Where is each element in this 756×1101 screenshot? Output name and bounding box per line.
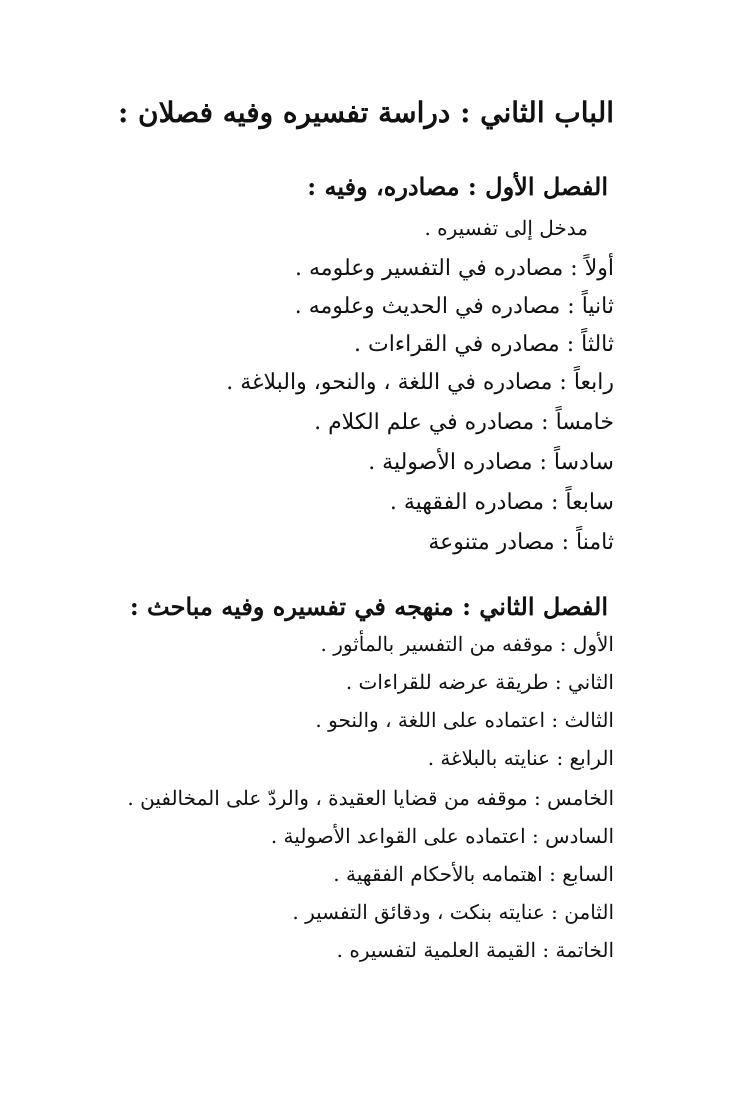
chapter1-item: خامساً : مصادره في علم الكلام . xyxy=(314,410,614,435)
chapter2-item: السادس : اعتماده على القواعد الأصولية . xyxy=(270,824,614,848)
chapter1-item: ثالثاً : مصادره في القراءات . xyxy=(354,332,614,357)
chapter2-item: الثامن : عنايته بنكت ، ودقائق التفسير . xyxy=(292,900,614,924)
chapter2-item: السابع : اهتمامه بالأحكام الفقهية . xyxy=(333,862,614,886)
chapter2-title: الفصل الثاني : منهجه في تفسيره وفيه مباحث : xyxy=(129,592,608,621)
chapter1-title: الفصل الأول : مصادره، وفيه : xyxy=(307,172,608,201)
chapter2-item: الخامس : موقفه من قضايا العقيدة ، والردّ على المخالفين . xyxy=(127,786,614,810)
chapter1-item: سادساً : مصادره الأصولية . xyxy=(368,450,614,475)
chapter2-item: الثاني : طريقة عرضه للقراءات . xyxy=(345,670,614,694)
chapter2-item: الثالث : اعتماده على اللغة ، والنحو . xyxy=(315,708,614,732)
chapter1-item: سابعاً : مصادره الفقهية . xyxy=(389,490,614,515)
chapter1-item: ثانياً : مصادره في الحديث وعلومه . xyxy=(294,294,614,319)
chapter1-item: أولاً : مصادره في التفسير وعلومه . xyxy=(295,256,614,281)
chapter2-item: الخاتمة : القيمة العلمية لتفسيره . xyxy=(336,938,614,962)
chapter2-item: الرابع : عنايته بالبلاغة . xyxy=(427,746,614,770)
chapter1-intro: مدخل إلى تفسيره . xyxy=(424,216,588,240)
chapter1-item: ثامناً : مصادر متنوعة xyxy=(428,530,614,555)
part-title: الباب الثاني : دراسة تفسيره وفيه فصلان : xyxy=(117,96,614,129)
chapter2-item: الأول : موقفه من التفسير بالمأثور . xyxy=(320,632,614,656)
chapter1-item: رابعاً : مصادره في اللغة ، والنحو، والبلاغة . xyxy=(226,370,614,395)
